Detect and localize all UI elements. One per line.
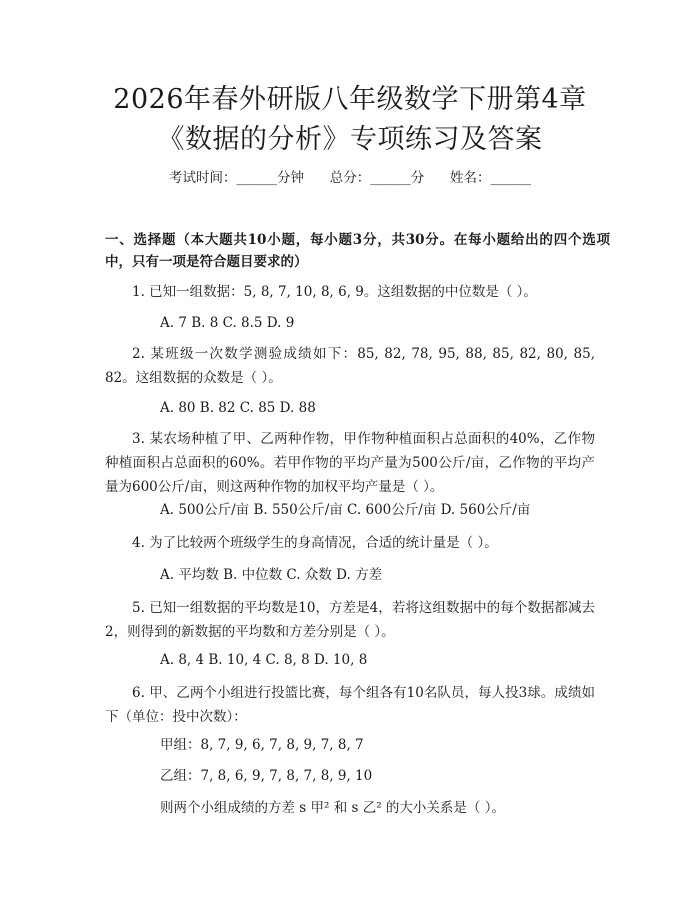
question-6-group-b: 乙组：7, 8, 6, 9, 7, 8, 7, 8, 9, 10 bbox=[160, 768, 373, 784]
question-6-group-a: 甲组：8, 7, 9, 6, 7, 8, 9, 7, 8, 7 bbox=[160, 737, 364, 753]
question-3-options: A. 500公斤/亩 B. 550公斤/亩 C. 600公斤/亩 D. 560公斤/亩 bbox=[160, 502, 531, 518]
question-4-options: A. 平均数 B. 中位数 C. 众数 D. 方差 bbox=[160, 567, 383, 583]
question-4-stem: 4. 为了比较两个班级学生的身高情况，合适的统计量是（ ）。 bbox=[132, 535, 498, 551]
page-title: 2026年春外研版八年级数学下册第4章《数据的分析》专项练习及答案 bbox=[113, 84, 587, 155]
question-1-stem: 1. 已知一组数据：5, 8, 7, 10, 8, 6, 9。这组数据的中位数是（ ）。 bbox=[132, 284, 537, 300]
question-2-stem: 2. 某班级一次数学测验成绩如下：85, 82, 78, 95, 88, 85, 82, 80, 85, 82。这组数据的众数是（ ）。 bbox=[105, 346, 595, 386]
question-5-stem: 5. 已知一组数据的平均数是10，方差是4，若将这组数据中的每个数据都减去2，则得到的新数据的平均数和方差分别是（ ）。 bbox=[105, 600, 595, 640]
question-6-tail: 则两个小组成绩的方差 s 甲² 和 s 乙² 的大小关系是（ ）。 bbox=[160, 800, 505, 816]
exam-info-line: 考试时间：______分钟 总分：______分 姓名：______ bbox=[169, 170, 531, 186]
question-1-options: A. 7 B. 8 C. 8.5 D. 9 bbox=[160, 315, 295, 331]
question-2-options: A. 80 B. 82 C. 85 D. 88 bbox=[160, 400, 316, 416]
question-3-stem: 3. 某农场种植了甲、乙两种作物，甲作物种植面积占总面积的40%，乙作物种植面积占总面积的60%。若甲作物的平均产量为500公斤/亩，乙作物的平均产量为600公斤/亩，则这两种作物的加权平均产量是（ ）。 bbox=[105, 431, 595, 495]
question-5-options: A. 8, 4 B. 10, 4 C. 8, 8 D. 10, 8 bbox=[160, 652, 368, 668]
question-6-stem: 6. 甲、乙两个小组进行投篮比赛，每个组各有10名队员，每人投3球。成绩如下（单位：投中次数）： bbox=[105, 685, 595, 725]
section-heading: 一、选择题（本大题共10小题，每小题3分，共30分。在每小题给出的四个选项中，只有一项是符合题目要求的） bbox=[105, 232, 610, 270]
